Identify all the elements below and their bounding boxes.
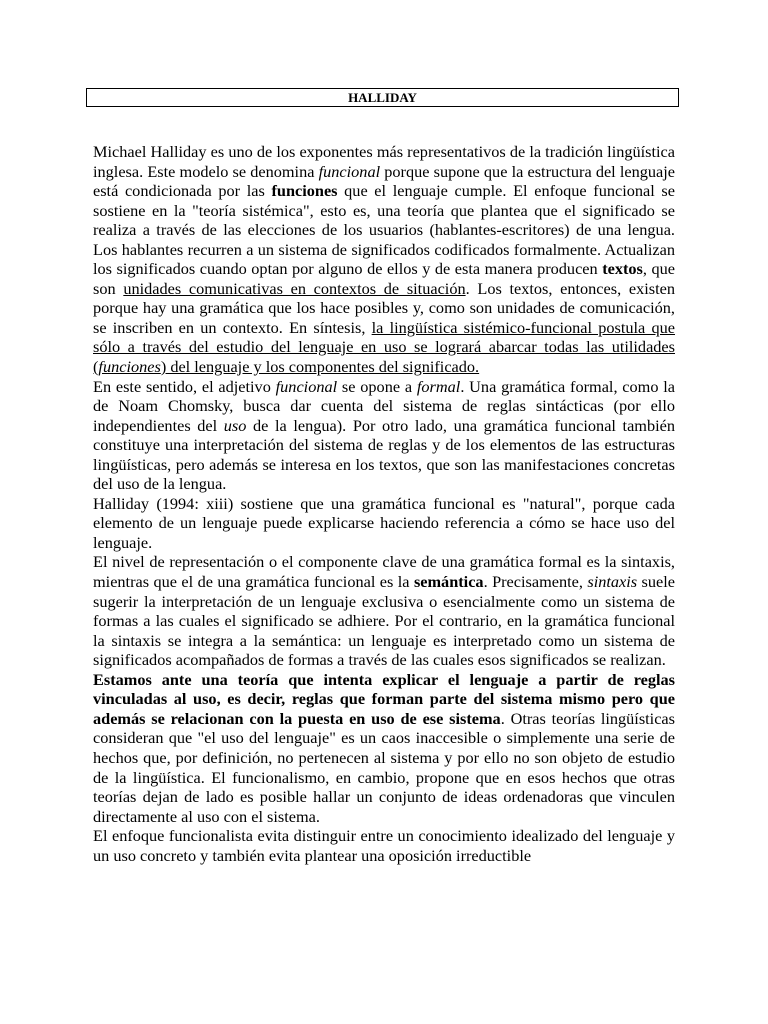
text-run: Halliday (1994: xiii) sostiene que una gramática funcional es "natural", porque cada elemento de un lenguaje puede explicarse haciendo referencia a cómo se hace uso del lenguaje. <box>93 493 675 552</box>
text-run: textos <box>602 259 643 279</box>
text-run: . Otras teorías lingüísticas consideran que "el uso del lenguaje" es un caos inaccesible o simplemente una serie de hechos que, por definición, no pertenecen al sistema y por ello no son objeto de estudio de la lingüística. El funcionalismo, en cambio, propone que en esos hechos que otras teorías dejan de lado es posible hallar un conjunto de ideas ordenadoras que vinculen directamente al uso con el sistema. <box>93 708 675 826</box>
text-run: El enfoque funcionalista evita distinguir entre un conocimiento idealizado del lenguaje y un uso concreto y también evita plantear una oposición irreductible <box>93 826 675 865</box>
text-run: que el lenguaje cumple. El enfoque funcional se sostiene en la "teoría sistémica", esto es, una teoría que plantea que el significado se realiza a través de las elecciones de los usuarios (hablantes-escritores) de una lengua. Los hablantes recurren a un sistema de significados codificados formalmente. Actualizan los significados cuando optan por alguno de ellos y de esta manera producen <box>93 181 675 279</box>
paragraph <box>93 142 675 377</box>
text-run: . Precisamente, <box>483 572 588 592</box>
document-body <box>93 142 675 865</box>
paragraph <box>93 494 675 553</box>
text-run: ) del lenguaje y los componentes del significado. <box>160 357 480 377</box>
text-run: funciones <box>98 357 161 377</box>
text-run: En este sentido, el adjetivo <box>93 376 276 396</box>
text-run: unidades comunicativas en contextos de situación <box>123 278 466 298</box>
text-run: se opone a <box>337 376 417 396</box>
text-run: funcional <box>275 376 338 396</box>
text-run: la lingüística sistémico-funcional postula que sólo a través del estudio del lenguaje en uso se logrará abarcar todas las utilidades ( <box>93 317 675 377</box>
text-run: de la lengua). Por otro lado, una gramática funcional también constituye una interpretación del sistema de reglas y de los elementos de las estructuras lingüísticas, pero además se interesa en los textos, que son las manifestaciones concretas del uso de la lengua. <box>93 415 676 494</box>
paragraph <box>93 670 675 826</box>
text-run: funcional <box>318 161 381 181</box>
text-run: semántica <box>413 572 484 592</box>
text-run: suele sugerir la interpretación de un lenguaje exclusiva o esencialmente como un sistema de formas a las cuales el significado se adhiere. Por el contrario, en la gramática funcional la sintaxis se integra a la semántica: un lenguaje es interpretado como un sistema de significados acompañados de formas a través de las cuales esos significados se realizan. <box>93 572 675 670</box>
text-run: El nivel de representación o el componente clave de una gramática formal es la sintaxis, mientras que el de una gramática funcional es la <box>93 552 675 592</box>
paragraph <box>93 826 675 865</box>
text-run: . Una gramática formal, como la de Noam Chomsky, busca dar cuenta del sistema de reglas sintácticas (por ello independientes del <box>93 376 676 435</box>
text-run: funciones <box>271 181 338 201</box>
text-run: Estamos ante una teoría que intenta explicar el lenguaje a partir de reglas vinculadas al uso, es decir, reglas que forman parte del sistema mismo pero que además se relacionan con la puesta en uso de ese sistema <box>93 669 675 728</box>
text-run: uso <box>223 415 247 435</box>
text-run: porque supone que la estructura del lenguaje está condicionada por las <box>93 161 676 201</box>
text-run: . Los textos, entonces, existen porque hay una gramática que los hace posibles y, como son unidades de comunicación, se inscriben en un contexto. En síntesis, <box>93 278 675 337</box>
text-run: formal <box>416 376 461 396</box>
text-run: sintaxis <box>587 572 638 592</box>
text-run: Michael Halliday es uno de los exponentes más representativos de la tradición lingüística inglesa. Este modelo se denomina <box>93 142 675 181</box>
text-run: , que son <box>93 259 675 298</box>
document-title: HALLIDAY <box>86 88 679 107</box>
paragraph <box>93 552 675 669</box>
paragraph <box>93 377 675 494</box>
